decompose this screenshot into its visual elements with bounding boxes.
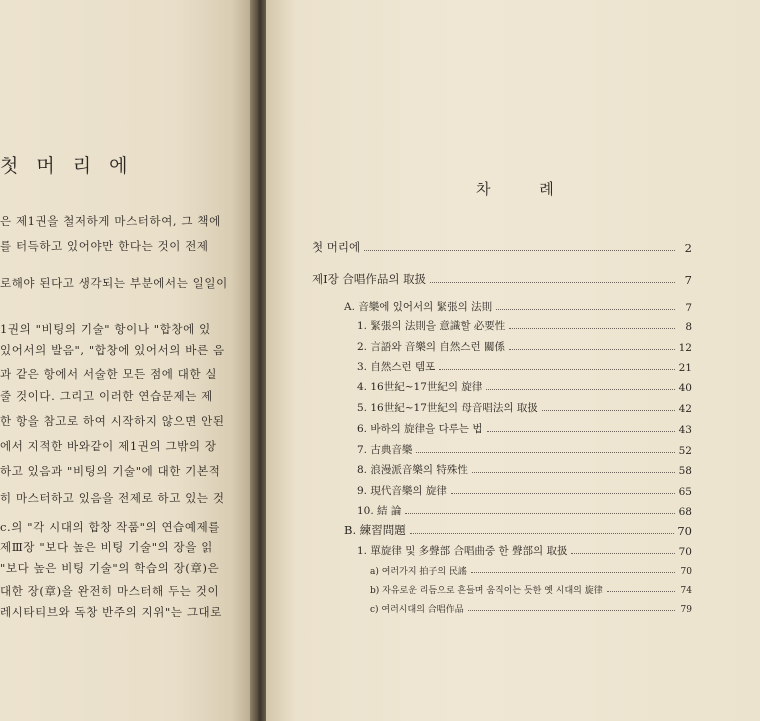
toc-entry [357, 422, 692, 436]
toc-entry-label: A. 音樂에 있어서의 緊張의 法則 [344, 301, 493, 313]
toc-entry-page: 68 [678, 506, 692, 518]
toc-leader-dots [410, 533, 675, 534]
toc-entry [370, 601, 692, 615]
preface-line: 1권의 "비팅의 기술" 항이나 "합창에 있 [0, 322, 211, 336]
toc-entry-label: 4. 16世紀~17世紀의 旋律 [357, 381, 483, 393]
toc-entry-label: 3. 自然스런 템포 [357, 361, 436, 373]
toc-leader-dots [405, 513, 675, 514]
toc-entry-label: 5. 16世紀~17世紀의 母音唱法의 取扱 [357, 402, 538, 414]
toc-entry-page: 42 [678, 403, 692, 415]
toc-entry-page: 40 [678, 382, 692, 394]
preface-line: 하고 있음과 "비팅의 기술"에 대한 기본적 [0, 464, 221, 478]
toc-leader-dots [542, 410, 675, 411]
toc-leader-dots [571, 553, 675, 554]
toc-entry [357, 319, 692, 333]
toc-leader-dots [487, 431, 675, 432]
toc-entry-page: 52 [678, 445, 692, 457]
toc-leader-dots [496, 309, 675, 310]
toc-entry [370, 582, 692, 596]
preface-line: 줄 것이다. 그리고 이러한 연습문제는 제 [0, 389, 213, 403]
toc-entry-page: 65 [678, 486, 692, 498]
preface-line: 한 항을 참고로 하여 시작하지 않으면 안된 [0, 414, 225, 428]
toc-entry [357, 504, 692, 518]
toc-entry-page: 7 [684, 273, 692, 287]
toc-entry [344, 524, 692, 538]
toc-entry-page: 21 [678, 362, 692, 374]
toc-entry-label: c) 여러시대의 合唱作品 [370, 605, 464, 615]
toc-entry [357, 360, 692, 374]
toc-entry [357, 401, 692, 415]
toc-title: 차 례 [476, 180, 576, 198]
toc-entry-page: 43 [678, 424, 692, 436]
preface-line: 에서 지적한 바와같이 제1권의 그밖의 장 [0, 439, 217, 453]
toc-entry-page: 12 [678, 342, 692, 354]
toc-entry-page: 79 [680, 605, 692, 615]
toc-leader-dots [607, 591, 675, 592]
left-page [0, 0, 252, 721]
toc-entry-page: 70 [678, 546, 692, 558]
toc-entry-page: 74 [680, 586, 692, 596]
toc-leader-dots [439, 369, 675, 370]
preface-line: 과 같은 항에서 서술한 모든 점에 대한 실 [0, 367, 218, 381]
preface-line: 있어서의 발음", "합창에 있어서의 바른 음 [0, 343, 225, 357]
toc-leader-dots [472, 472, 675, 473]
toc-leader-dots [471, 572, 675, 573]
toc-leader-dots [486, 389, 675, 390]
preface-line: c.의 "각 시대의 합창 작품"의 연습예제를 [0, 520, 220, 534]
toc-entry [344, 300, 692, 314]
preface-line: 히 마스터하고 있음을 전제로 하고 있는 것 [0, 491, 225, 505]
toc-entry-page: 2 [684, 241, 692, 255]
toc-entry-label: 1. 單旋律 및 多聲部 合唱曲중 한 聲部의 取扱 [357, 545, 568, 557]
preface-line: 은 제1권을 철저하게 마스터하여, 그 책에 [0, 214, 221, 228]
toc-entry-label: 제Ⅰ장 合唱作品의 取扱 [312, 272, 427, 286]
toc-entry-label: 10. 結 論 [357, 505, 402, 517]
toc-entry [370, 563, 692, 577]
toc-entry [312, 241, 692, 255]
toc-entry-page: 7 [685, 302, 692, 314]
toc-entry-label: 7. 古典音樂 [357, 444, 413, 456]
preface-line: 로해야 된다고 생각되는 부분에서는 일일이 [0, 276, 228, 290]
preface-line: 대한 장(章)을 완전히 마스터해 두는 것이 [0, 584, 220, 598]
toc-entry-label: 1. 緊張의 法則을 意識할 必要性 [357, 320, 506, 332]
toc-entry-label: 2. 言語와 音樂의 自然스런 關係 [357, 341, 505, 353]
toc-entry-page: 8 [685, 321, 692, 333]
toc-entry-label: b) 자유로운 리듬으로 흔들며 움직이는 듯한 옛 시대의 旋律 [370, 586, 603, 596]
toc-leader-dots [509, 328, 675, 329]
toc-entry-page: 70 [677, 524, 692, 538]
toc-leader-dots [509, 349, 675, 350]
toc-entry [357, 380, 692, 394]
preface-line: 레시타티브와 독창 반주의 지위"는 그대로 [0, 605, 222, 619]
toc-entry [357, 544, 692, 558]
toc-entry-label: 8. 浪漫派音樂의 特殊性 [357, 464, 468, 476]
toc-leader-dots [468, 610, 675, 611]
toc-entry-label: 6. 바하의 旋律을 다루는 법 [357, 423, 483, 435]
preface-line: "보다 높은 비팅 기술"의 학습의 장(章)은 [0, 561, 220, 575]
toc-leader-dots [451, 493, 675, 494]
toc-leader-dots [364, 250, 675, 251]
toc-entry [357, 340, 692, 354]
toc-entry-page: 70 [680, 567, 692, 577]
preface-line: 를 터득하고 있어야만 한다는 것이 전제 [0, 239, 209, 253]
toc-entry-label: a) 여러가지 拍子의 民謠 [370, 567, 467, 577]
toc-entry [357, 484, 692, 498]
toc-entry [357, 463, 692, 477]
preface-line: 제Ⅲ장 "보다 높은 비팅 기술"의 장을 읽 [0, 540, 213, 554]
toc-entry [357, 443, 692, 457]
toc-entry-label: 9. 現代音樂의 旋律 [357, 485, 447, 497]
toc-leader-dots [416, 452, 675, 453]
toc-entry [312, 273, 692, 287]
preface-heading: 첫 머 리 에 [0, 155, 134, 177]
toc-leader-dots [430, 282, 675, 283]
toc-entry-page: 58 [678, 465, 692, 477]
toc-entry-label: 첫 머리에 [312, 240, 361, 254]
toc-entry-label: B. 練習問題 [344, 523, 406, 537]
